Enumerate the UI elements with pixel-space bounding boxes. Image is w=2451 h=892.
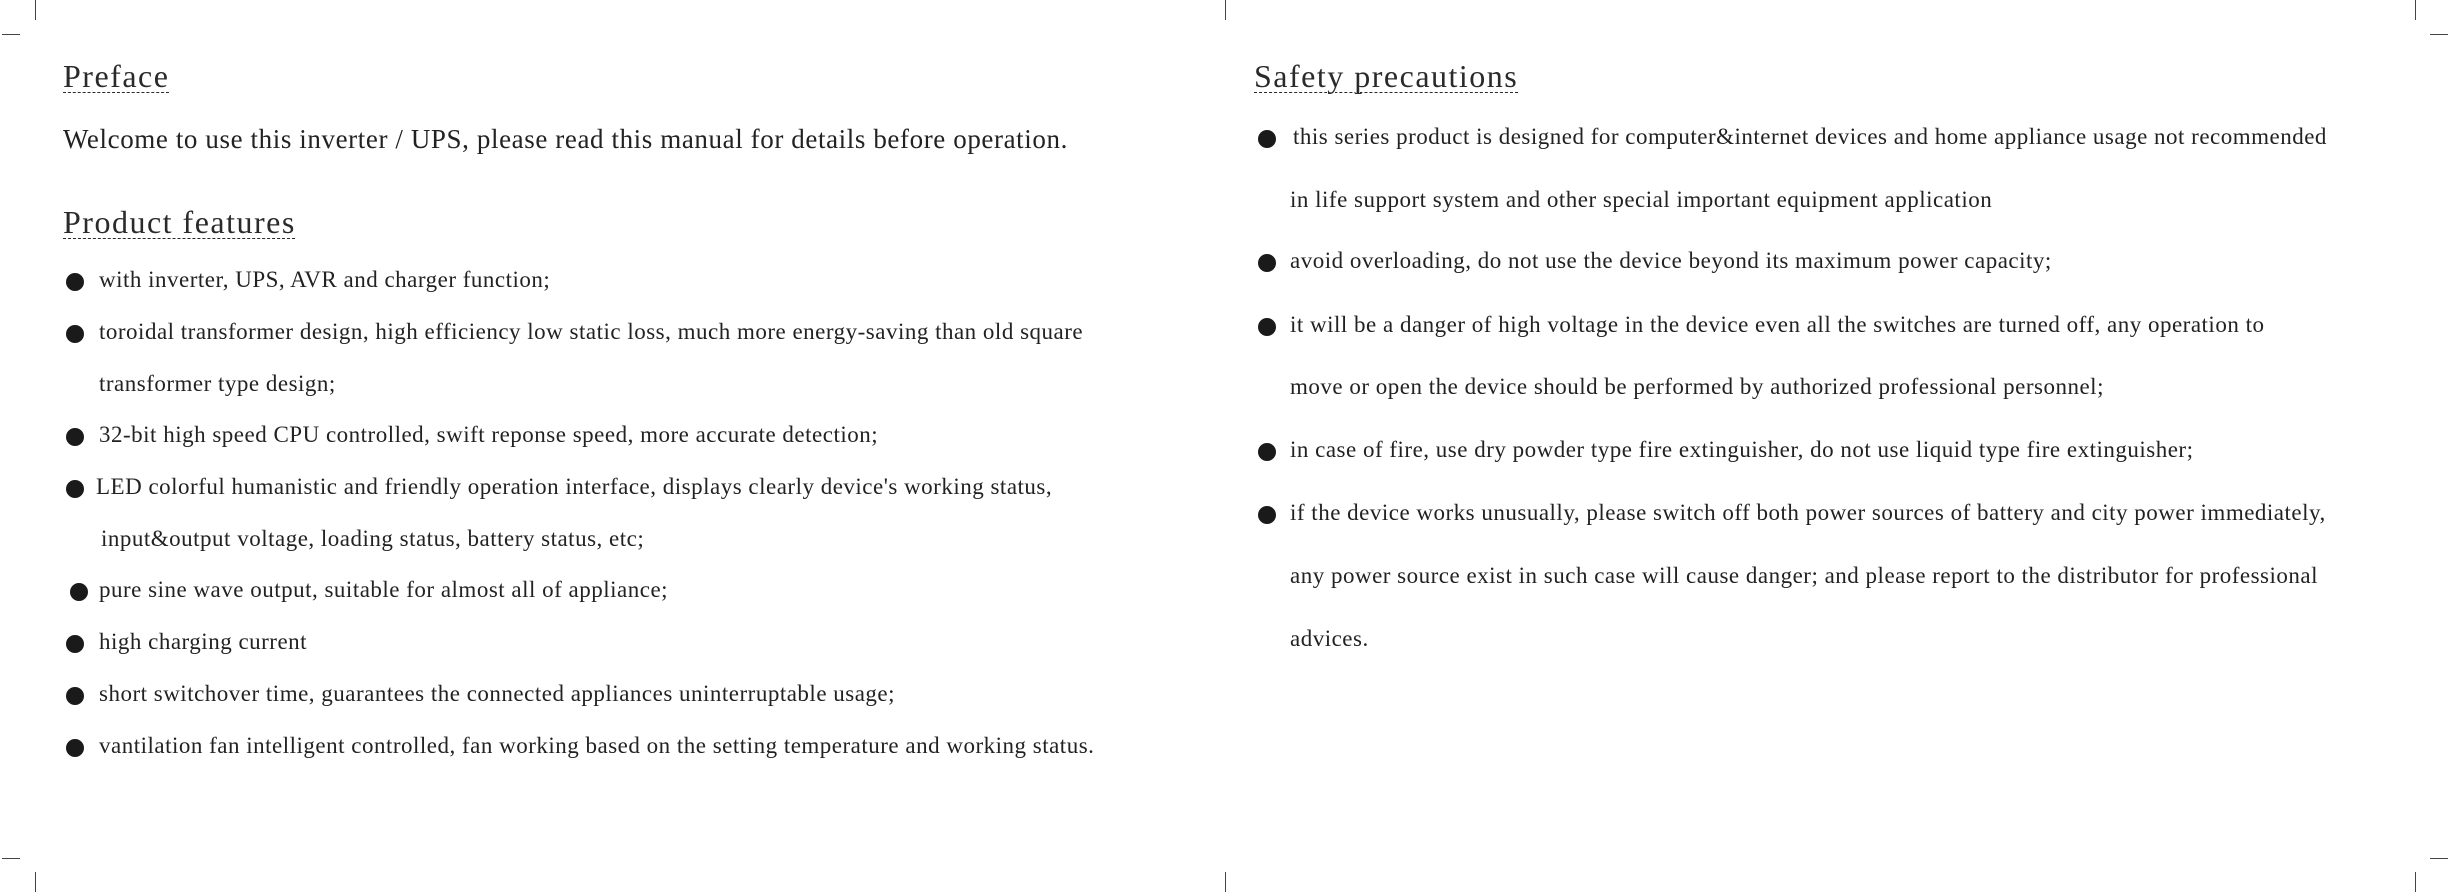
- safety-heading: Safety precautions: [1254, 58, 1519, 94]
- safety-item-line: in life support system and other special important equipment application: [1290, 187, 1993, 212]
- safety-item-line: if the device works unusually, please switch off both power sources of battery and city power immediately,: [1290, 500, 2326, 525]
- bullet-icon: [66, 687, 84, 705]
- right-page: [1225, 0, 2451, 892]
- feature-item-line: transformer type design;: [99, 371, 336, 396]
- feature-item-line: pure sine wave output, suitable for almost all of appliance;: [99, 577, 669, 602]
- safety-item-line: this series product is designed for computer&internet devices and home appliance usage not recommended: [1293, 124, 2327, 149]
- bullet-icon: [1258, 318, 1276, 336]
- left-page: [0, 0, 1225, 892]
- bullet-icon: [66, 480, 84, 498]
- preface-heading: Preface: [63, 58, 170, 94]
- bullet-icon: [1258, 443, 1276, 461]
- feature-item-line: input&output voltage, loading status, battery status, etc;: [101, 526, 645, 551]
- safety-item-line: avoid overloading, do not use the device beyond its maximum power capacity;: [1290, 248, 2052, 273]
- safety-item-line: advices.: [1290, 626, 1369, 651]
- feature-item-line: toroidal transformer design, high efficiency low static loss, much more energy-saving than old square: [99, 319, 1084, 344]
- feature-item-line: with inverter, UPS, AVR and charger function;: [99, 267, 551, 292]
- feature-item-line: LED colorful humanistic and friendly operation interface, displays clearly device's working status,: [96, 474, 1053, 499]
- bullet-icon: [66, 325, 84, 343]
- safety-item-line: it will be a danger of high voltage in the device even all the switches are turned off, any operation to: [1290, 312, 2265, 337]
- product-features-heading: Product features: [63, 204, 296, 240]
- bullet-icon: [1258, 130, 1276, 148]
- feature-item-line: 32-bit high speed CPU controlled, swift reponse speed, more accurate detection;: [99, 422, 879, 447]
- bullet-icon: [66, 273, 84, 291]
- bullet-icon: [66, 739, 84, 757]
- bullet-icon: [1258, 506, 1276, 524]
- safety-item-line: any power source exist in such case will cause danger; and please report to the distributor for professional: [1290, 563, 2318, 588]
- bullet-icon: [66, 428, 84, 446]
- feature-item-line: vantilation fan intelligent controlled, fan working based on the setting temperature and working status.: [99, 733, 1095, 758]
- bullet-icon: [70, 583, 88, 601]
- bullet-icon: [1258, 254, 1276, 272]
- safety-item-line: in case of fire, use dry powder type fire extinguisher, do not use liquid type fire extinguisher;: [1290, 437, 2194, 462]
- feature-item-line: short switchover time, guarantees the connected appliances uninterruptable usage;: [99, 681, 896, 706]
- safety-item-line: move or open the device should be performed by authorized professional personnel;: [1290, 374, 2104, 399]
- feature-item-line: high charging current: [99, 629, 308, 654]
- preface-text: Welcome to use this inverter / UPS, please read this manual for details before operation.: [63, 124, 1068, 154]
- bullet-icon: [66, 635, 84, 653]
